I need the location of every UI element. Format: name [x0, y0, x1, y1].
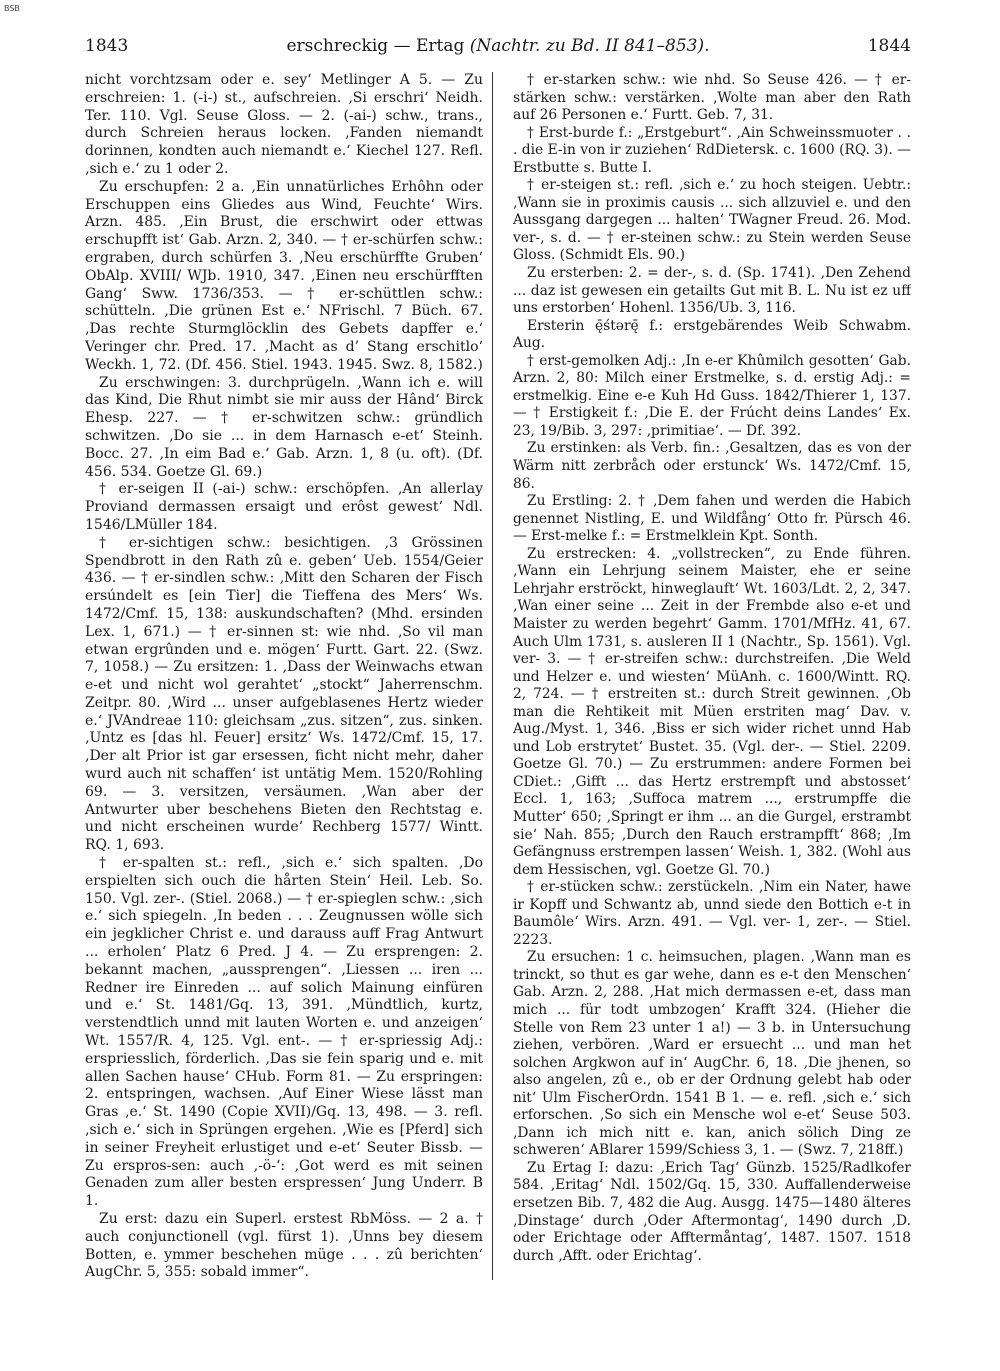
entry-paragraph: † er-seigen II (-ai-) schw.: erschöpfen. ‚An allerlay Proviand dermassen ersaigt und erôst gewest‘ Ndl. 1546/LMüller 184. [85, 481, 483, 533]
library-stamp: BSB [4, 4, 20, 13]
entry-paragraph: † er-starken schw.: wie nhd. So Seuse 426. — † er-stärken schw.: verstärken. ‚Wolte man aber den Rath auf 26 Personen e.‘ Furtt. Geb. 7, 31. [513, 72, 911, 124]
entry-paragraph: Zu erst: dazu ein Superl. erstest RbMöss. — 2 a. † auch conjunctionell (vgl. fürst 1). ‚Unns bey diesem Botten, e. ymmer beschehen müge . . . zû berichten‘ AugChr. 5, 355: sobald immer“. [85, 1211, 483, 1281]
left-column [85, 72, 483, 1284]
entry-paragraph: nicht vorchtzsam oder e. sey‘ Metlinger A 5. — Zu erschreien: 1. (-i-) st., aufschreien. ‚Si erschri‘ Neidh. Ter. 110. Vgl. Seuse Gloss. — 2. (-ai-) schw., trans., durch Schreien heraus locken. ‚Fanden niemandt dorinnen, kondten auch niemandt e.‘ Kiechel 127. Refl. ‚sich e.‘ zu 1 oder 2. [85, 72, 483, 177]
entry-paragraph: Zu Ertag I: dazu: ‚Erich Tag‘ Günzb. 1525/Radlkofer 584. ‚Eritag‘ Ndl. 1502/Gq. 15, 330. Auffallenderweise ersetzen Bib. 7, 482 die Aug. Ausgg. 1475—1480 älteres ‚Dinstage‘ durch ‚Oder Aftermontag‘, 1490 durch ‚D. oder Erichtage oder Afftermåntag‘, 1487. 1507. 1518 durch ‚Afft. oder Erichtag‘. [513, 1159, 911, 1264]
entry-paragraph: Zu ersuchen: 1 c. heimsuchen, plagen. ‚Wann man es trinckt, so thut es gar wehe, dann es e-t den Menschen‘ Gab. Arzn. 2, 288. ‚Hat mich dermassen e-et, dass man mich ... für todt umbzogen‘ Krafft 324. (Hieher die Stelle von Rem 23 unter 1 a!) — 3 b. in Untersuchung ziehen, verbören. ‚Ward er ersuecht ... und man het solchen Argkwon auf in‘ AugChr. 6, 18. ‚Die jhenen, so also angelen, zû e., ob er der Ordnung gelebt hab oder nit‘ Ulm FischerOrdn. 1541 B 1. — e. refl. ‚sich e.‘ sich erforschen. ‚So sich ein Mensche wol e-et‘ Seuse 503. ‚Dann ich mich nitt e. kan, anich sölich Ding ze schweren‘ ABlarer 1599/Schiess 3, 1. — (Swz. 7, 218ff.) [513, 949, 911, 1159]
entry-paragraph: Ersterin ę̄śtərę̄ f.: erstgebärendes Weib Schwabm. Aug. [513, 317, 911, 352]
dictionary-body [85, 72, 911, 1284]
running-title-main: erschreckig — Ertag [286, 36, 465, 56]
entry-paragraph: Zu Erstling: 2. † ‚Dem fahen und werden die Habich genennet Nistling, E. und Wildfång‘ Otto fr. Pürsch 46. — Erst-melke f.: = Erstmelklein Kpt. Sonth. [513, 493, 911, 545]
entry-paragraph: † er-stücken schw.: zerstückeln. ‚Nim ein Nater, hawe ir Kopff und Schwantz ab, unnd siede den Bottich e-t in Baumôle‘ Wirs. Arzn. 491. — Vgl. ver- 1, zer-. — Stiel. 2223. [513, 879, 911, 948]
page-header [85, 32, 911, 58]
entry-paragraph: Zu ersterben: 2. = der-, s. d. (Sp. 1741). ‚Den Zehend ... daz ist gewesen ein getailts Gut mit B. L. Nu ist ez uff uns erstorben‘ Hohenl. 1356/Ub. 3, 116. [513, 265, 911, 317]
entry-paragraph: Zu erschupfen: 2 a. ‚Ein unnatürliches Erhôhn oder Erschuppen eins Gliedes aus Wind, Feuchte‘ Wirs. Arzn. 485. ‚Ein Brust, die erschwirt oder ettwas erschupfft ist‘ Gab. Arzn. 2, 340. — † er-schürfen schw.: ergraben, durch schürfen 3. ‚Neu erschürffte Gruben‘ ObAlp. XVIII/ WJb. 1910, 347. ‚Einen neu erschürfften Gang‘ Sww. 1736/353. — † er-schüttlen schw.: schütteln. ‚Die grünen Est e.‘ NFrischl. 7 Büch. 67. ‚Das rechte Sturmglöcklin des Gebets dapffer e.‘ Veringer chr. Pred. 17. ‚Macht as d’ Stang erschitlo‘ Weckh. 1, 72. (Df. 456. Stiel. 1943. 1945. Swz. 8, 1582.) [85, 178, 483, 373]
entry-paragraph: † er-steigen st.: refl. ‚sich e.‘ zu hoch steigen. Uebtr.: ‚Wann sie in proximis causis ... sich allzuviel e. und den Aussgang dargegen ... halten‘ TWagner Freud. 26. Mod. ver-, s. d. — † er-steinen schw.: zu Stein werden Seuse Gloss. (Schmidt Els. 90.) [513, 177, 911, 264]
entry-paragraph: Zu erstrecken: 4. „vollstrecken“, zu Ende führen. ‚Wann ein Lehrjung seinem Maister, ehe er seine Lehrjahr erströckt, hinweglauft‘ Wt. 1603/Ldt. 2, 2, 347. ‚Wan einer seine ... Zeit in der Frembde also e-et und Maister zu werden begehrt‘ Gamm. 1701/MfHz. 41, 67. Auch Ulm 1731, s. ausleren II 1 (Nachtr., Sp. 1561). Vgl. ver- 3. — † er-streifen schw.: durchstreifen. ‚Die Weld und Helzer e. und wiesten‘ MüAnh. c. 1600/Wintt. RQ. 2, 724. — † erstreiten st.: durch Streit gewinnen. ‚Ob man die Rehtikeit mit Müen erstriten mag‘ Dav. v. Aug./Myst. 1, 346. ‚Biss er sich wider richet unnd Hab und Lob erstrytet‘ Bustet. 35. (Vgl. der-. — Stiel. 2209. Goetze Gl. 70.) — Zu erstrummen: andere Formen bei CDiet.: ‚Gifft ... das Hertz erstrempft und abstosset‘ Eccl. 1, 163; ‚Suffoca matrem ..., erstrumpffe die Mutter‘ 650; ‚Springt er ihm ... an die Gurgel, erstrambt sie‘ Nah. 855; ‚Durch den Rauch erstrampfft‘ 868; ‚Im Gefängnuss erstrempen lassen‘ Weish. 1, 382. (Wohl aus dem Hessischen, vgl. Goetze Gl. 70.) [513, 545, 911, 878]
right-column [513, 72, 911, 1284]
entry-paragraph: Zu erstinken: als Verb. fin.: ‚Gesaltzen, das es von der Wärm nitt zerbråch oder erstunck‘ Ws. 1472/Cmf. 15, 86. [513, 440, 911, 492]
running-title-note: (Nachtr. zu Bd. II 841–853). [469, 36, 710, 56]
right-column-number: 1844 [867, 36, 911, 56]
entry-paragraph: Zu erschwingen: 3. durchprügeln. ‚Wann ich e. will das Kind, Die Rhut nimbt sie mir auss der Hând‘ Birck Ehesp. 227. — † er-schwitzen schw.: gründlich schwitzen. ‚Do sie ... in dem Harnasch e-et‘ Steinh. Bocc. 27. ‚In eim Bad e.‘ Gab. Arzn. 1, 8 (u. oft). (Df. 456. 534. Goetze Gl. 69.) [85, 374, 483, 480]
running-title [85, 36, 911, 56]
entry-paragraph: † er-sichtigen schw.: besichtigen. ‚3 Grössinen Spendbrott in den Rath zû e. geben‘ Ueb. 1554/Geier 436. — † er-sindlen schw.: ‚Mitt den Scharen der Fisch ersúndelt es [ein Tier] die Tieffena des Mers‘ Ws. 1472/Cmf. 15, 138: auskundschaften? (Mhd. ersinden Lex. 1, 671.) — † er-sinnen st: wie nhd. ‚So vil man etwan ergrûnden und e. mögen‘ Furtt. Gart. 22. (Swz. 7, 1058.) — Zu ersitzen: 1. ‚Dass der Weinwachs etwan e-et und nicht wol gerahtet‘ „stockt“ Jaherrenschm. Zeitpr. 80. ‚Wird ... unser aufgeblasenes Hertz wieder e.‘ JVAndreae 110: gleichsam „zus. sitzen“, zus. sinken. ‚Untz es [das hl. Feuer] ersitz‘ Ws. 1472/Cmf. 15, 17. ‚Der alt Prior ist gar ersessen, ficht nicht mehr, daher wurd auch nit schaffen‘ ist untätig Mem. 1520/Rohling 69. — 3. versitzen, versäumen. ‚Wan aber der Antwurter uber beschehens Bieten den Rechtstag e. und nicht erscheinen wurde‘ Rechberg 1577/ Wintt. RQ. 1, 693. [85, 534, 483, 854]
entry-paragraph: † erst-gemolken Adj.: ‚In e-er Khûmilch gesotten‘ Gab. Arzn. 2, 80: Milch einer Erstmelke, s. d. erstig Adj.: = erstmelkig. Eine e-e Kuh Hd Guss. 1842/Thierer 1, 137. — † Erstigkeit f.: ‚Die E. der Frúcht deins Landes‘ Ex. 23, 19/Bib. 3, 297: ‚primitiae‘. — Df. 392. [513, 352, 911, 439]
entry-paragraph: † Erst-burde f.: „Erstgeburt“. ‚Ain Schweinssmuoter . . . die E-in von ir zuziehen‘ RdDietersk. c. 1600 (RQ. 3). — Erstbutte s. Butte I. [513, 124, 911, 176]
entry-paragraph: † er-spalten st.: refl., ‚sich e.‘ sich spalten. ‚Do erspielten sich ouch die hårten Stein‘ Heil. Leb. So. 150. Vgl. zer-. (Stiel. 2068.) — † er-spieglen schw.: ‚sich e.‘ sich spiegeln. ‚In beden . . . Zeugnussen wölle sich ein jegklicher Christ e. und darauss auff Frag Antwurt ... erholen‘ Platz 6 Pred. J 4. — Zu ersprengen: 2. bekannt machen, „aussprengen“. ‚Liessen ... iren ... Redner ire Einreden ... auf solich Mainung einfüren und e.‘ St. 1481/Gq. 13, 391. ‚Mündtlich, kurtz, verstendtlich unnd mit lauten Worten e. und anzeigen‘ Wt. 1557/R. 4, 125. Vgl. ent-. — † er-spriessig Adj.: erspriesslich, förderlich. ‚Das sie fein sparig und e. mit allen Sachen hause‘ CHub. Form 81. — Zu erspringen: 2. entspringen, wachsen. ‚Auf Einer Wiese lässt man Gras ‚e.‘ St. 1490 (Copie XVII)/Gq. 13, 498. — 3. refl. ‚sich e.‘ sich in Sprüngen ergehen. ‚Wie es [Pferd] sich in seiner Freyheit erlustiget und e-et‘ Seuter Bissb. — Zu erspros-sen: auch ‚-ö-‘: ‚Got werd es mit seinen Genaden zum aller besten erspressen‘ Jung Underr. B 1. [85, 855, 483, 1210]
left-column-number: 1843 [85, 36, 129, 56]
